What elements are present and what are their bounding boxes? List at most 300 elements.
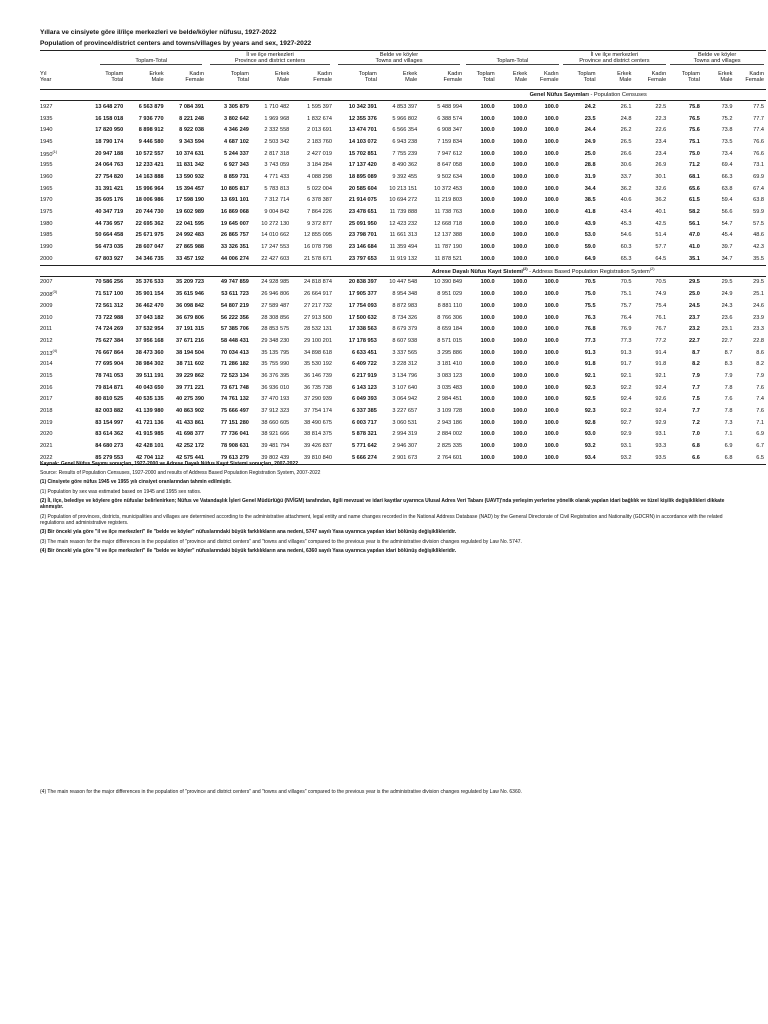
table-cell: 11 661 313 [389, 232, 418, 239]
table-cell: 61.5 [689, 197, 700, 204]
table-cell: 65.6 [689, 185, 700, 192]
table-row [40, 323, 766, 335]
table-cell: 22.8 [753, 337, 764, 344]
table-cell: 40.6 [620, 197, 632, 204]
header-pct-towns-tr: Belde ve köyler [698, 51, 737, 58]
table-cell: 100.0 [513, 396, 528, 403]
table-row [40, 230, 766, 242]
table-cell: 45.3 [620, 220, 632, 227]
table-cell: 40.1 [655, 209, 667, 216]
table-cell: 23 797 653 [348, 255, 377, 262]
table-cell: 38 711 602 [176, 361, 205, 368]
table-cell: 11 359 494 [389, 244, 418, 251]
row-year: 2011 [40, 326, 53, 333]
row-year: 2008$^{(3)}$ [40, 290, 58, 299]
table-cell: 41.8 [584, 209, 596, 216]
table-row [40, 124, 766, 136]
table-cell: 3 305 879 [224, 103, 249, 110]
table-cell: 13 648 270 [95, 103, 124, 110]
table-cell: 75 666 497 [220, 408, 249, 415]
table-cell: 100.0 [480, 279, 495, 286]
table-cell: 38 814 375 [303, 431, 332, 438]
row-year: 2015 [40, 372, 53, 379]
table-cell: 57.5 [753, 220, 764, 227]
table-cell: 100.0 [480, 443, 495, 450]
table-cell: 100.0 [544, 255, 559, 262]
table-cell: 93.5 [633, 452, 668, 464]
table-cell: 5 771 642 [351, 443, 377, 450]
table-cell: 70.5 [584, 279, 596, 286]
table-cell: 93.1 [620, 443, 632, 450]
table-cell: 28.8 [584, 162, 596, 169]
table-cell: 77.2 [655, 337, 667, 344]
table-cell: 42 704 112 [125, 452, 165, 464]
note-2-tr: (2) İl, ilçe, belediye ve köylere göre nüfuslar belirlenirken; Nüfus ve Vatandaşlık İşleri Genel Müdürlüğü (NVİGM) tarafından, ilgili mevzuat ve idari kayıtlar uyarınca Ulusal Adres Veri Tabanı (UAVT)'nda yerleşim yerlerine yönelik olarak yapılan idari bağlılık ve tüzel kişilik değişiklikleri dikkate alınmıştır. [40, 497, 725, 511]
table-cell: 2 884 002 [437, 431, 463, 438]
population-table [40, 50, 766, 465]
table-cell: 8 766 306 [437, 314, 463, 321]
table-cell: 93.2 [584, 443, 596, 450]
table-cell: 11 831 342 [176, 162, 205, 169]
row-year: 1935 [40, 115, 53, 122]
table-cell: 91.8 [655, 361, 667, 368]
table-cell: 6 337 385 [351, 408, 377, 415]
table-cell: 100.0 [513, 150, 528, 157]
table-cell: 100.0 [513, 361, 528, 368]
row-year: 2013$^{(4)}$ [40, 348, 58, 357]
table-cell: 100.0 [529, 452, 560, 464]
table-cell: 39 810 840 [291, 452, 334, 464]
table-cell: 2 943 186 [437, 419, 463, 426]
table-row [40, 394, 766, 406]
table-cell: 42 252 172 [176, 443, 205, 450]
table-cell: 17 754 093 [348, 302, 377, 309]
table-cell: 29 100 201 [303, 337, 332, 344]
table-cell: 100.0 [513, 138, 528, 145]
table-row [40, 253, 766, 265]
table-cell: 100.0 [513, 185, 528, 192]
table-row [40, 335, 766, 347]
table-cell: 35 901 154 [135, 291, 164, 298]
table-cell: 100.0 [480, 408, 495, 415]
table-cell: 14 163 888 [135, 173, 164, 180]
table-cell: 6 049 393 [351, 396, 377, 403]
table-cell: 49 747 859 [220, 279, 249, 286]
table-cell: 29.5 [689, 279, 700, 286]
table-cell: 39 802 439 [251, 452, 291, 464]
table-cell: 100.0 [480, 232, 495, 239]
table-cell: 100.0 [513, 103, 528, 110]
table-row [40, 241, 766, 253]
table-cell: 7.3 [724, 419, 733, 426]
table-cell: 5 966 802 [392, 115, 418, 122]
table-cell: 36 376 395 [261, 372, 290, 379]
table-cell: 100.0 [480, 103, 495, 110]
table-cell: 100.0 [480, 115, 495, 122]
table-cell: 41.0 [689, 244, 700, 251]
table-cell: 41 433 861 [176, 419, 205, 426]
table-cell: 10 213 151 [389, 185, 418, 192]
table-cell: 6.7 [756, 443, 764, 450]
table-cell: 3 060 531 [392, 419, 418, 426]
table-cell: 84 680 273 [95, 443, 124, 450]
table-cell: 36 735 738 [303, 384, 332, 391]
table-cell: 92.4 [620, 396, 632, 403]
table-cell: 7 755 239 [392, 150, 418, 157]
table-cell: 73.4 [721, 150, 733, 157]
table-row [40, 347, 766, 359]
table-cell: 8 571 015 [437, 337, 463, 344]
table-cell: 92.2 [620, 408, 632, 415]
table-cell: 100.0 [544, 408, 559, 415]
table-cell: 100.0 [480, 337, 495, 344]
table-cell: 22 041 595 [176, 220, 205, 227]
table-cell: 6 217 919 [351, 372, 377, 379]
table-cell: 54.6 [620, 232, 632, 239]
row-year: 1927 [40, 103, 53, 110]
header-year: Yıl Year [40, 65, 80, 90]
table-cell: 75.5 [584, 302, 596, 309]
table-cell: 1 832 674 [307, 115, 332, 122]
table-cell: 100.0 [480, 185, 495, 192]
table-cell: 100.0 [480, 326, 495, 333]
table-cell: 35 605 176 [95, 197, 124, 204]
header-province-en: Province and district centers [234, 57, 306, 64]
table-cell: 35 755 990 [261, 361, 290, 368]
table-cell: 56.1 [689, 220, 700, 227]
table-cell: 100.0 [513, 337, 528, 344]
table-cell: 100.0 [544, 232, 559, 239]
table-cell: 24.3 [721, 302, 733, 309]
table-cell: 41 721 136 [135, 419, 164, 426]
table-cell: 41 139 980 [135, 408, 164, 415]
table-cell: 28 532 131 [303, 326, 332, 333]
table-cell: 6 633 451 [351, 349, 377, 356]
table-cell: 8.7 [724, 349, 733, 356]
column-header: Toplam Total [334, 65, 379, 90]
column-header: Kadın Female [734, 65, 766, 90]
table-cell: 29.5 [753, 279, 764, 286]
table-cell: 36 936 010 [261, 384, 290, 391]
table-cell: 70 034 413 [220, 349, 249, 356]
table-cell: 92.8 [584, 419, 596, 426]
table-cell: 24.4 [584, 127, 596, 134]
table-cell: 77 695 904 [95, 361, 124, 368]
table-cell: 39 771 221 [176, 384, 205, 391]
table-cell: 23 146 684 [348, 244, 377, 251]
table-cell: 24.9 [584, 138, 596, 145]
table-cell: 76.7 [655, 326, 667, 333]
table-cell: 44 006 274 [220, 255, 249, 262]
table-cell: 10 572 557 [135, 150, 164, 157]
table-cell: 69.4 [721, 162, 733, 169]
table-cell: 92.9 [620, 431, 632, 438]
table-cell: 100.0 [544, 185, 559, 192]
table-cell: 100.0 [544, 384, 559, 391]
table-cell: 69.9 [753, 173, 764, 180]
table-cell: 8 922 038 [179, 127, 205, 134]
table-cell: 100.0 [544, 396, 559, 403]
table-cell: 14 103 072 [348, 138, 377, 145]
table-cell: 2 825 335 [437, 443, 463, 450]
table-cell: 42.5 [655, 220, 667, 227]
table-cell: 8 607 938 [392, 337, 418, 344]
table-cell: 8.7 [692, 349, 700, 356]
table-cell: 77 736 041 [220, 431, 249, 438]
table-cell: 12 355 376 [348, 115, 377, 122]
table-cell: 100.0 [464, 452, 497, 464]
table-cell: 85 279 553 [80, 452, 125, 464]
table-cell: 3 337 565 [392, 349, 418, 356]
table-cell: 75.1 [620, 291, 632, 298]
table-cell: 7 864 226 [307, 209, 332, 216]
table-cell: 71.2 [689, 162, 700, 169]
table-cell: 22.7 [721, 337, 733, 344]
table-cell: 8 490 362 [392, 162, 418, 169]
table-row [40, 405, 766, 417]
table-cell: 75 627 384 [95, 337, 124, 344]
table-cell: 75.0 [689, 150, 700, 157]
table-cell: 38 194 504 [176, 349, 205, 356]
table-cell: 92.1 [584, 372, 596, 379]
row-year: 1975 [40, 209, 53, 216]
table-cell: 8.3 [724, 361, 733, 368]
table-cell: 100.0 [544, 115, 559, 122]
row-year: 1990 [40, 244, 53, 251]
table-cell: 100.0 [480, 127, 495, 134]
table-cell: 50 664 458 [95, 232, 124, 239]
table-cell: 54 807 219 [220, 302, 249, 309]
table-cell: 16 078 798 [303, 244, 332, 251]
table-cell: 6 566 354 [392, 127, 418, 134]
table-cell: 23 798 701 [348, 232, 377, 239]
note-3-tr: (3) Bir önceki yıla göre "il ve ilçe merkezleri" ile "belde ve köyler" nüfuslarındaki büyük farklılıkların ana nedeni, 5747 sayılı Yasa uyarınca yapılan idari bölünüş değişiklikleridir. [40, 529, 457, 536]
table-cell: 6.8 [702, 452, 735, 464]
table-cell: 76.6 [753, 138, 764, 145]
row-year: 1985 [40, 232, 53, 239]
table-cell: 7 947 612 [437, 150, 463, 157]
table-cell: 1 595 397 [307, 103, 332, 110]
table-cell: 2 901 673 [379, 452, 419, 464]
table-cell: 7 159 834 [437, 138, 463, 145]
table-cell: 74.9 [655, 291, 667, 298]
table-cell: 68.1 [689, 173, 700, 180]
table-cell: 36 146 739 [303, 372, 332, 379]
row-year: 1980 [40, 220, 53, 227]
table-cell: 100.0 [480, 361, 495, 368]
table-cell: 74 724 269 [95, 326, 124, 333]
row-year: 2017 [40, 396, 53, 403]
table-cell: 100.0 [513, 326, 528, 333]
table-cell: 35 530 192 [303, 361, 332, 368]
table-cell: 6 943 238 [392, 138, 418, 145]
table-cell: 14 010 662 [261, 232, 290, 239]
table-cell: 30.6 [620, 162, 632, 169]
table-cell: 26.6 [620, 150, 632, 157]
table-cell: 100.0 [480, 162, 495, 169]
table-cell: 6.8 [692, 443, 700, 450]
table-row [40, 218, 766, 230]
table-cell: 25.0 [584, 150, 596, 157]
column-header: Erkek Male [702, 65, 735, 90]
table-cell: 13 474 701 [348, 127, 377, 134]
table-cell: 8 898 912 [138, 127, 164, 134]
section-header-abprs: Adrese Dayalı Nüfus Kayıt Sistemi$^{(2)}$ - Address Based Population Registration System$^{(2)}$ [40, 265, 766, 276]
table-cell: 28 607 047 [135, 244, 164, 251]
table-cell: 2 427 019 [307, 150, 332, 157]
note-2-en: (2) Population of provinces, districts, municipalities and villages are determined according to the administrative attachment, legal entity and name changes recorded in the National Address Database (NAD) by the General Directorate of Civil Registration and Nationality (GDCRN) in accordance with the related regulations and administrative registers. [40, 513, 723, 527]
table-cell: 100.0 [544, 337, 559, 344]
table-cell: 11 787 190 [434, 244, 463, 251]
row-year: 2014 [40, 361, 53, 368]
table-cell: 100.0 [513, 209, 528, 216]
table-cell: 8 872 983 [392, 302, 418, 309]
table-cell: 17 137 420 [348, 162, 377, 169]
table-cell: 11 878 521 [434, 255, 463, 262]
table-cell: 21 578 671 [303, 255, 332, 262]
table-cell: 7.1 [724, 431, 733, 438]
table-cell: 7 312 714 [264, 197, 290, 204]
table-cell: 100.0 [544, 138, 559, 145]
table-cell: 13 691 101 [220, 197, 249, 204]
table-cell: 92.4 [655, 408, 667, 415]
row-year: 2007 [40, 279, 53, 286]
table-cell: 16 158 018 [95, 115, 124, 122]
row-year: 1945 [40, 138, 53, 145]
column-header: Kadın Female [633, 65, 668, 90]
column-header: Kadın Female [291, 65, 334, 90]
table-cell: 75.8 [689, 103, 700, 110]
table-cell: 5 488 994 [437, 103, 463, 110]
table-cell: 100.0 [544, 244, 559, 251]
note-4-en: (4) The main reason for the major differences in the population of "province and district centers" and "towns and villages" compared to the previous year is the administrative division changes regulated by Law No. 6360. [40, 789, 522, 795]
table-cell: 100.0 [513, 173, 528, 180]
table-cell: 2 183 760 [307, 138, 332, 145]
table-cell: 9 446 580 [138, 138, 164, 145]
column-header: Toplam Total [464, 65, 497, 90]
table-cell: 21 914 075 [348, 197, 377, 204]
table-cell: 4 346 249 [224, 127, 249, 134]
table-cell: 10 447 548 [389, 279, 418, 286]
table-cell: 12 855 095 [303, 232, 332, 239]
table-cell: 9 392 455 [392, 173, 418, 180]
table-cell: 92.3 [584, 384, 596, 391]
table-cell: 100.0 [513, 127, 528, 134]
table-cell: 20 838 397 [348, 279, 377, 286]
table-cell: 37 532 954 [135, 326, 164, 333]
table-cell: 91.3 [584, 349, 596, 356]
table-cell: 33 326 351 [220, 244, 249, 251]
table-cell: 39 426 837 [303, 443, 332, 450]
table-cell: 100.0 [513, 372, 528, 379]
table-row [40, 113, 766, 125]
table-cell: 42 575 441 [166, 452, 206, 464]
table-cell: 100.0 [513, 115, 528, 122]
table-cell: 23.3 [753, 326, 764, 333]
table-cell: 100.0 [513, 419, 528, 426]
table-cell: 53 611 723 [221, 291, 249, 298]
table-cell: 100.0 [544, 127, 559, 134]
table-cell: 10 694 272 [389, 197, 418, 204]
table-cell: 91.3 [620, 349, 632, 356]
table-cell: 78 741 053 [95, 372, 124, 379]
table-cell: 37 671 216 [176, 337, 205, 344]
table-cell: 3 184 284 [307, 162, 332, 169]
table-cell: 23.4 [655, 138, 667, 145]
table-cell: 24.2 [584, 103, 596, 110]
table-cell: 34.7 [721, 255, 733, 262]
table-cell: 64.5 [655, 255, 667, 262]
table-cell: 100.0 [544, 361, 559, 368]
table-cell: 100.0 [513, 408, 528, 415]
table-cell: 93.4 [561, 452, 598, 464]
table-cell: 100.0 [513, 443, 528, 450]
table-cell: 24 818 874 [303, 279, 332, 286]
table-cell: 22 695 362 [135, 220, 164, 227]
table-cell: 38 473 360 [135, 349, 164, 356]
table-row [40, 136, 766, 148]
table-cell: 24 064 763 [95, 162, 124, 169]
table-cell: 100.0 [480, 419, 495, 426]
table-row [40, 382, 766, 394]
table-cell: 42 428 101 [135, 443, 164, 450]
table-cell: 78 908 631 [220, 443, 249, 450]
table-cell: 93.3 [655, 443, 667, 450]
table-cell: 76.8 [584, 326, 596, 333]
table-cell: 8 221 248 [179, 115, 205, 122]
table-cell: 100.0 [544, 279, 559, 286]
row-year: 2020 [40, 431, 53, 438]
table-cell: 39 481 794 [261, 443, 290, 450]
table-cell: 7.8 [724, 408, 733, 415]
table-cell: 59.9 [753, 209, 764, 216]
table-cell: 100.0 [513, 384, 528, 391]
row-year: 2012 [40, 337, 53, 344]
table-cell: 4 853 397 [392, 103, 418, 110]
table-cell: 27 913 500 [303, 314, 332, 321]
table-cell: 7.1 [756, 419, 764, 426]
table-cell: 13 590 932 [176, 173, 205, 180]
table-cell: 83 614 362 [95, 431, 124, 438]
header-pct-total: Toplam-Total [496, 57, 529, 64]
table-cell: 24.6 [753, 302, 764, 309]
table-cell: 20 744 730 [135, 209, 164, 216]
table-cell: 7.9 [724, 372, 733, 379]
table-cell: 2 817 318 [264, 150, 290, 157]
table-cell: 76.5 [689, 115, 700, 122]
table-cell: 100.0 [480, 291, 495, 298]
table-cell: 92.4 [655, 384, 667, 391]
table-cell: 12 137 388 [434, 232, 463, 239]
table-cell: 57 385 706 [220, 326, 249, 333]
table-cell: 32.6 [655, 185, 667, 192]
table-cell: 12 668 718 [434, 220, 463, 227]
table-cell: 6 908 347 [437, 127, 463, 134]
table-cell: 73.8 [721, 127, 733, 134]
table-cell: 44 736 957 [95, 220, 124, 227]
table-cell: 20 585 604 [348, 185, 377, 192]
table-cell: 40 535 135 [135, 396, 164, 403]
table-cell: 26 664 917 [303, 291, 332, 298]
table-cell: 15 996 964 [135, 185, 164, 192]
table-cell: 24.8 [620, 115, 632, 122]
table-cell: 7.6 [756, 408, 764, 415]
table-cell: 8 734 326 [392, 314, 418, 321]
table-cell: 4 771 433 [264, 173, 290, 180]
table-row [40, 440, 766, 452]
table-cell: 17 178 953 [348, 337, 377, 344]
header-total: Toplam-Total [135, 57, 168, 64]
